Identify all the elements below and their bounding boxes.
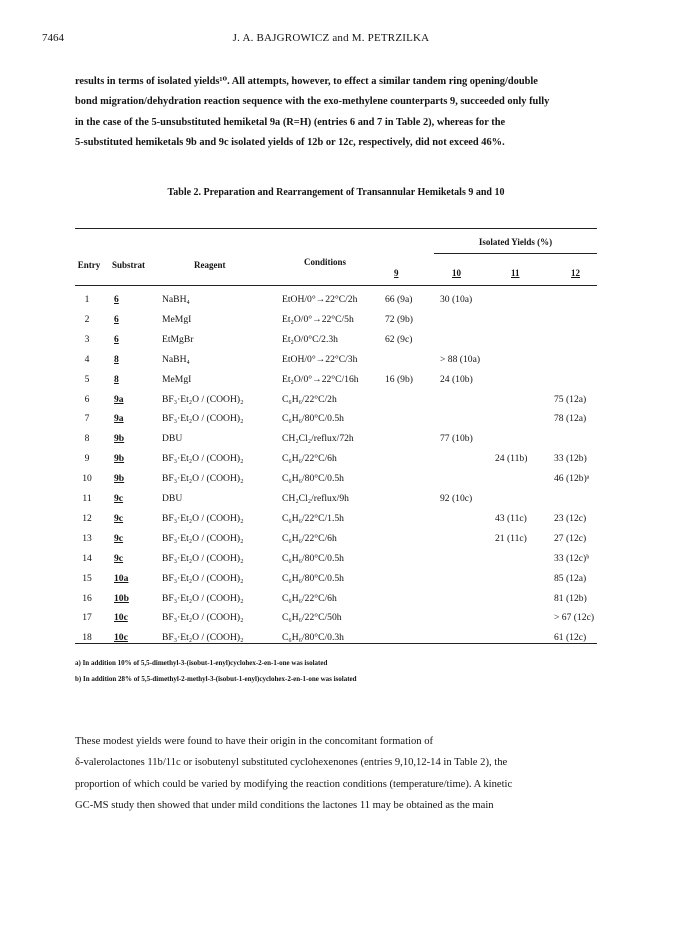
yield-12-cell: 46 (12b)ᵃ [554, 473, 590, 485]
substrate-cell: 6 [114, 333, 119, 345]
conditions-cell: C₆H₆/22°C/6h [282, 592, 337, 604]
yield-12-cell: 75 (12a) [554, 393, 587, 405]
reagent-cell: DBU [162, 433, 183, 445]
yield-12-cell: 78 (12a) [554, 413, 587, 425]
entry-cell: 15 [82, 572, 92, 584]
conditions-cell: C₆H₆/22°C/1.5h [282, 512, 344, 524]
yield-10-cell: 77 (10b) [440, 433, 473, 445]
yield-10-cell: 24 (10b) [440, 373, 473, 385]
conditions-cell: Et₂O/0°C/2.3h [282, 333, 338, 345]
reagent-cell: BF₃·Et₂O / (COOH)₂ [162, 473, 244, 485]
table-header-rule [75, 285, 597, 286]
col-header-yield-9: 9 [394, 268, 399, 278]
running-title: J. A. BAJGROWICZ and M. PETRZILKA [232, 32, 430, 44]
reagent-cell: BF₃·Et₂O / (COOH)₂ [162, 532, 244, 544]
entry-cell: 9 [84, 453, 90, 465]
entry-cell: 16 [82, 592, 92, 604]
entry-cell: 1 [84, 294, 90, 305]
conditions-cell: C₆H₆/22°C/6h [282, 453, 337, 465]
reagent-cell: DBU [162, 493, 183, 504]
substrate-cell: 8 [114, 373, 119, 385]
entry-cell: 12 [82, 512, 92, 524]
col-header-yield-12: 12 [571, 268, 580, 278]
conditions-cell: C₆H₆/80°C/0.5h [282, 413, 344, 425]
substrate-cell: 6 [114, 294, 119, 305]
substrate-cell: 10c [114, 632, 128, 644]
substrate-cell: 9a [114, 393, 124, 405]
yield-12-cell: 27 (12c) [554, 532, 587, 544]
table-top-rule [75, 228, 597, 229]
entry-cell: 14 [82, 552, 92, 564]
yield-10-cell: 92 (10c) [440, 493, 473, 504]
yield-12-cell: 81 (12b) [554, 592, 587, 604]
col-header-entry: Entry [77, 260, 101, 270]
substrate-cell: 10b [114, 592, 129, 604]
entry-cell: 8 [84, 433, 90, 445]
intro-line: in the case of the 5-unsubstituted hemiketal 9a (R=H) (entries 6 and 7 in Table 2), whereas for the [75, 116, 506, 128]
reagent-cell: BF₃·Et₂O / (COOH)₂ [162, 393, 244, 405]
entry-cell: 10 [82, 473, 92, 485]
substrate-cell: 8 [114, 353, 119, 365]
yield-12-cell: 61 (12c) [554, 632, 587, 644]
yield-9-cell: 66 (9a) [385, 294, 413, 305]
conditions-cell: CH₂Cl₂/reflux/72h [282, 433, 354, 445]
yield-12-cell: 33 (12c)ᵇ [554, 552, 590, 564]
table-caption: Table 2. Preparation and Rearrangement of Transannular Hemiketals 9 and 10 [167, 187, 505, 198]
reagent-cell: NaBH₄ [162, 294, 190, 305]
substrate-cell: 10a [114, 572, 129, 584]
yield-9-cell: 62 (9c) [385, 333, 413, 345]
entry-cell: 18 [82, 632, 92, 644]
substrate-cell: 9a [114, 413, 124, 425]
entry-cell: 11 [82, 493, 92, 504]
col-header-reagent: Reagent [194, 260, 226, 270]
page-header [42, 32, 620, 48]
closing-line: GC-MS study then showed that under mild conditions the lactones 11 may be obtained as the main [75, 799, 494, 811]
substrate-cell: 9b [114, 473, 125, 485]
conditions-cell: C₆H₆/22°C/6h [282, 532, 337, 544]
conditions-cell: EtOH/0°→22°C/3h [282, 353, 358, 365]
entry-cell: 6 [84, 393, 90, 405]
conditions-cell: C₆H₆/80°C/0.3h [282, 632, 344, 644]
substrate-cell: 9c [114, 552, 124, 564]
conditions-cell: C₆H₆/80°C/0.5h [282, 473, 344, 485]
reagent-cell: NaBH₄ [162, 353, 190, 365]
conditions-cell: C₆H₆/22°C/2h [282, 393, 337, 405]
substrate-cell: 9b [114, 433, 125, 445]
yield-10-cell: > 88 (10a) [440, 353, 481, 365]
intro-line: bond migration/dehydration reaction sequence with the exo-methylene counterparts 9, succeeded only fully [75, 96, 550, 108]
intro-line: 5-substituted hemiketals 9b and 9c isolated yields of 12b or 12c, respectively, did not exceed 46%. [75, 137, 505, 149]
yield-12-cell: 33 (12b) [554, 453, 587, 465]
substrate-cell: 10c [114, 612, 128, 624]
conditions-cell: Et₂O/0°→22°C/5h [282, 313, 354, 325]
table-footnote-a: a) In addition 10% of 5,5-dimethyl-3-(isobut-1-enyl)cyclohex-2-en-1-one was isolated [75, 659, 328, 667]
col-header-yield-10: 10 [452, 268, 461, 278]
reagent-cell: BF₃·Et₂O / (COOH)₂ [162, 632, 244, 644]
reagent-cell: BF₃·Et₂O / (COOH)₂ [162, 413, 244, 425]
conditions-cell: C₆H₆/80°C/0.5h [282, 552, 344, 564]
yield-11-cell: 21 (11c) [495, 532, 527, 544]
group-header-isolated-yields: Isolated Yields (%) [478, 237, 553, 247]
yield-9-cell: 16 (9b) [385, 373, 413, 385]
closing-line: proportion of which could be varied by modifying the reaction conditions (temperature/time). A kinetic [75, 778, 513, 790]
entry-cell: 17 [82, 612, 92, 624]
entry-cell: 3 [84, 333, 90, 345]
table-footnote-b: b) In addition 28% of 5,5-dimethyl-2-methyl-3-(isobut-1-enyl)cyclohex-2-en-1-one was isolated [75, 675, 357, 683]
entry-cell: 7 [84, 413, 90, 425]
substrate-cell: 9b [114, 453, 125, 465]
reagent-cell: BF₃·Et₂O / (COOH)₂ [162, 453, 244, 465]
entry-cell: 4 [84, 353, 90, 365]
entry-cell: 5 [84, 373, 90, 385]
yield-10-cell: 30 (10a) [440, 294, 473, 305]
yield-12-cell: 85 (12a) [554, 572, 587, 584]
conditions-cell: EtOH/0°→22°C/2h [282, 294, 358, 305]
group-header-rule [434, 253, 597, 254]
reagent-cell: MeMgI [162, 373, 192, 385]
yield-12-cell: > 67 (12c) [554, 612, 595, 624]
intro-line: results in terms of isolated yields¹⁰. All attempts, however, to effect a similar tandem ring opening/double [75, 76, 538, 87]
yield-12-cell: 23 (12c) [554, 512, 587, 524]
reagent-cell: BF₃·Et₂O / (COOH)₂ [162, 592, 244, 604]
yield-11-cell: 43 (11c) [495, 512, 527, 524]
col-header-substrate: Substrat [112, 260, 146, 270]
substrate-cell: 9c [114, 512, 124, 524]
reagent-cell: BF₃·Et₂O / (COOH)₂ [162, 572, 244, 584]
reagent-cell: MeMgI [162, 313, 192, 325]
col-header-yield-11: 11 [511, 268, 520, 278]
conditions-cell: C₆H₆/22°C/50h [282, 612, 342, 624]
conditions-cell: CH₂Cl₂/reflux/9h [282, 493, 349, 504]
reagent-cell: BF₃·Et₂O / (COOH)₂ [162, 552, 244, 564]
entry-cell: 2 [84, 313, 90, 325]
closing-line: δ-valerolactones 11b/11c or isobutenyl substituted cyclohexenones (entries 9,10,12-14 in Table 2), the [75, 757, 508, 769]
reagent-cell: BF₃·Et₂O / (COOH)₂ [162, 512, 244, 524]
reagent-cell: EtMgBr [162, 333, 194, 345]
intro-paragraph [75, 72, 597, 154]
substrate-cell: 9c [114, 532, 124, 544]
substrate-cell: 9c [114, 493, 124, 504]
yield-11-cell: 24 (11b) [495, 453, 528, 465]
col-header-conditions: Conditions [304, 257, 347, 267]
page-number: 7464 [42, 32, 64, 44]
conditions-cell: C₆H₆/80°C/0.5h [282, 572, 344, 584]
conditions-cell: Et₂O/0°→22°C/16h [282, 373, 359, 385]
reagent-cell: BF₃·Et₂O / (COOH)₂ [162, 612, 244, 624]
substrate-cell: 6 [114, 313, 119, 325]
entry-cell: 13 [82, 532, 92, 544]
table-bottom-rule [75, 643, 597, 644]
yield-9-cell: 72 (9b) [385, 313, 413, 325]
closing-paragraph [75, 731, 597, 816]
closing-line: These modest yields were found to have their origin in the concomitant formation of [75, 736, 434, 747]
